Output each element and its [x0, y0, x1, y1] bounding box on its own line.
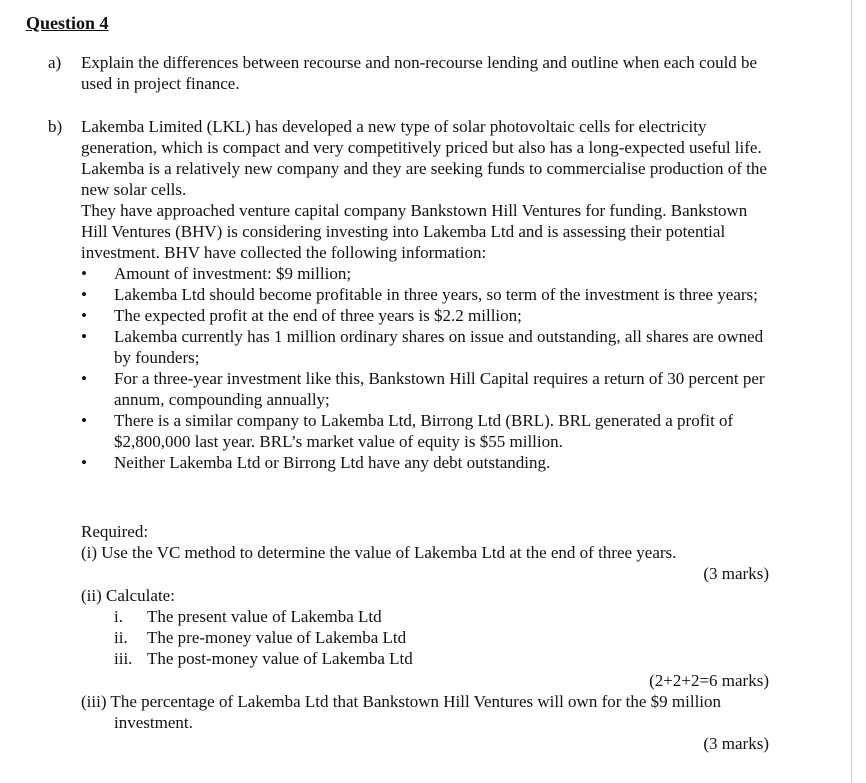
bullet-text: Lakemba currently has 1 million ordinary shares on issue and outstanding, all shares are owned by founders; — [114, 327, 764, 367]
bullet-icon: • — [81, 327, 87, 346]
question-iii-marks: (3 marks) — [703, 734, 769, 753]
list-item — [81, 452, 771, 473]
bullet-text: Amount of investment: $9 million; — [114, 264, 352, 283]
bullet-icon: • — [81, 411, 87, 430]
list-item — [81, 263, 771, 284]
bullet-text: Neither Lakemba Ltd or Birrong Ltd have any debt outstanding. — [114, 453, 551, 472]
bullet-text: The expected profit at the end of three years is $2.2 million; — [114, 306, 522, 325]
part-b-context: They have approached venture capital company Bankstown Hill Ventures for funding. Bankstown Hill Ventures (BHV) is considering investing into Lakemba Ltd and is assessing their potential investment. BHV have collected the following information: — [81, 201, 748, 262]
question-ii-marks: (2+2+2=6 marks) — [649, 671, 769, 690]
list-item — [81, 368, 771, 410]
bullet-icon: • — [81, 306, 87, 325]
bullet-icon: • — [81, 453, 87, 472]
part-b-intro: Lakemba Limited (LKL) has developed a new type of solar photovoltaic cells for electricity generation, which is compact and very competitively priced but also has a long-expected useful life. Lakemba is a relatively new company and they are seeking funds to commercialise production of the new solar cells. — [81, 117, 767, 199]
list-item — [81, 305, 771, 326]
sub-item-text: The pre-money value of Lakemba Ltd — [147, 628, 407, 647]
part-a-marker: a) — [48, 53, 62, 72]
bullet-text: Lakemba Ltd should become profitable in three years, so term of the investment is three years; — [114, 285, 758, 304]
list-item — [81, 284, 771, 305]
sub-item-text: The present value of Lakemba Ltd — [147, 607, 382, 626]
required-label: Required: — [81, 522, 149, 541]
sub-item-num: iii. — [114, 649, 133, 668]
question-title: Question 4 — [26, 13, 109, 33]
question-i-marks: (3 marks) — [703, 564, 769, 583]
question-ii-label: (ii) Calculate: — [81, 586, 175, 605]
part-b-marker: b) — [48, 117, 63, 136]
bullet-icon: • — [81, 264, 87, 283]
question-iii-text: (iii) The percentage of Lakemba Ltd that Bankstown Hill Ventures will own for the $9 million investment. — [81, 692, 722, 732]
list-item — [81, 410, 771, 452]
sub-item-text: The post-money value of Lakemba Ltd — [147, 649, 413, 668]
bullet-text: There is a similar company to Lakemba Ltd, Birrong Ltd (BRL). BRL generated a profit of $2,800,000 last year. BRL’s market value of equity is $55 million. — [114, 411, 734, 451]
question-iii-block — [81, 691, 761, 733]
info-bullet-list — [81, 263, 771, 473]
question-i-text: (i) Use the VC method to determine the value of Lakemba Ltd at the end of three years. — [81, 543, 677, 562]
sub-item-num: ii. — [114, 628, 128, 647]
sub-item-num: i. — [114, 607, 123, 626]
list-item — [81, 326, 771, 368]
bullet-icon: • — [81, 369, 87, 388]
page-edge — [851, 0, 852, 783]
part-a-text: Explain the differences between recourse and non-recourse lending and outline when each could be used in project finance. — [81, 53, 758, 93]
bullet-text: For a three-year investment like this, Bankstown Hill Capital requires a return of 30 percent per annum, compounding annually; — [114, 369, 765, 409]
bullet-icon: • — [81, 285, 87, 304]
